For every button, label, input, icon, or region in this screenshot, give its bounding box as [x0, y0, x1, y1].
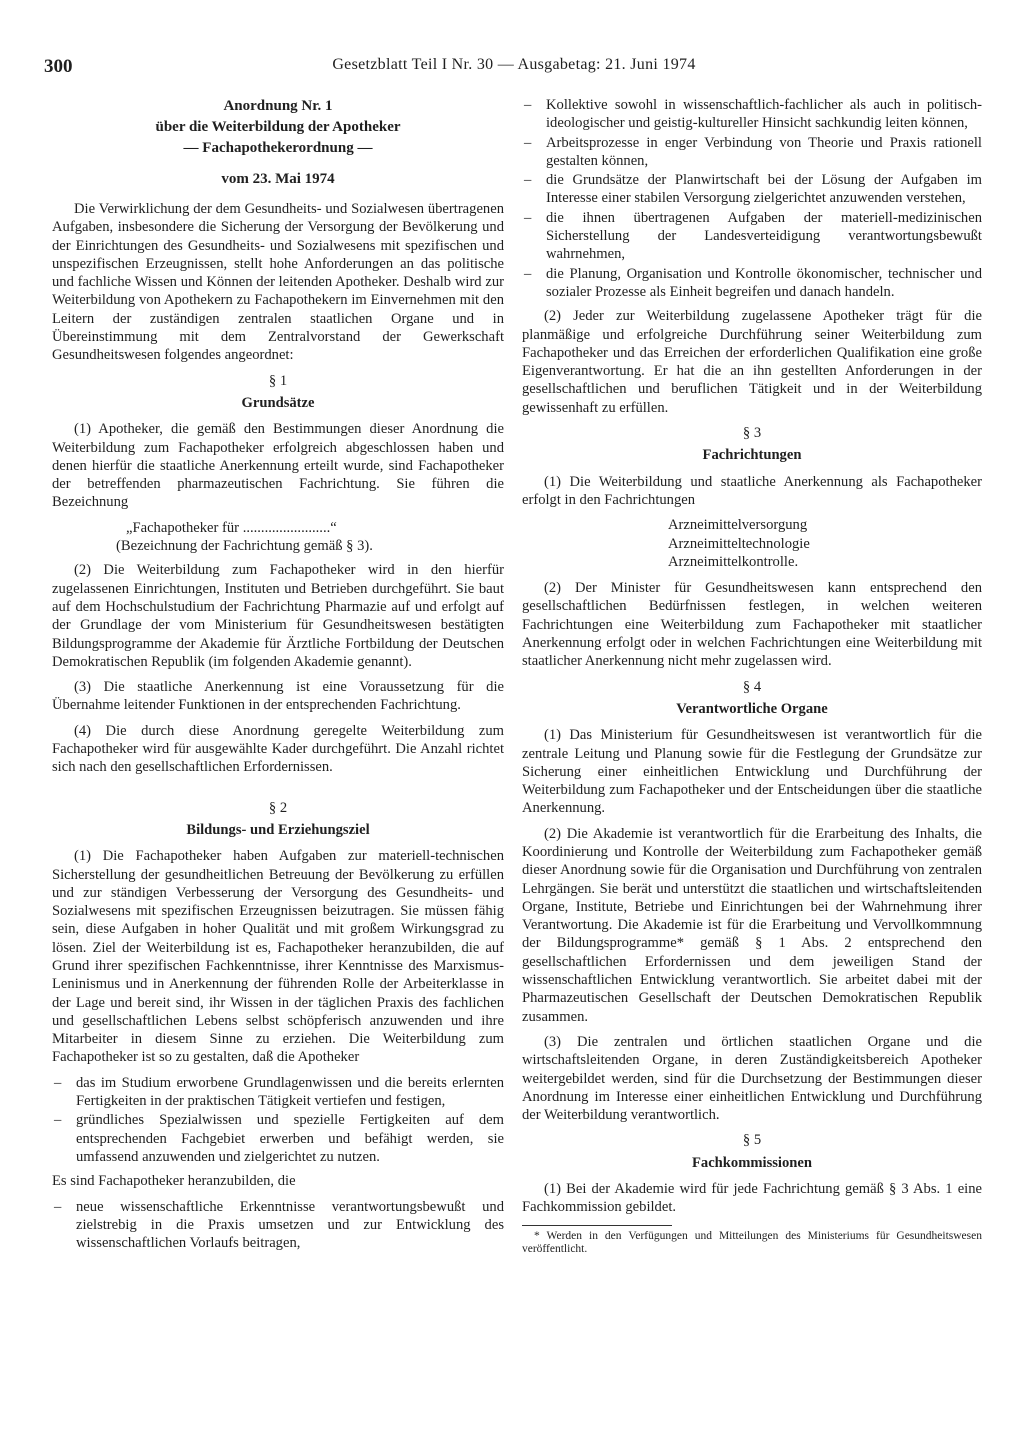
section-2-list-1	[52, 1074, 504, 1166]
list-item: – die Grundsätze der Planwirtschaft bei der Lösung der Aufgaben im Interesse einer stabilen Versorgung zielgerichtet anzuwenden verstehen,	[522, 171, 982, 208]
list-item: – das im Studium erworbene Grundlagenwissen und die bereits erlernten Fertigkeiten in der praktischen Tätigkeit vertiefen und festigen,	[52, 1074, 504, 1111]
section-2-lead-2: Es sind Fachapotheker heranzubilden, die	[52, 1173, 296, 1190]
section-2-para-2: (2) Jeder zur Weiterbildung zugelassene Apotheker trägt für die planmäßige und erfolgreiche Durchführung seiner Weiterbildung zum Fachapotheker und das Erreichen der erforderlichen Qualifikation eine große Eigenverantwortung. Er hat die an ihn gestellten Anforderungen in der gesellschaftlichen und beruflichen Tätigkeit und in der Weiterbildung gewissenhaft zu erfüllen.	[522, 308, 982, 416]
list-item: – gründliches Spezialwissen und spezielle Fertigkeiten auf dem entsprechenden Fachgebiet erwerben und befähigt werden, sie umfassend anzuwenden und zielgerichtet zu nutzen.	[52, 1111, 504, 1166]
doc-subtitle: — Fachapothekerordnung —	[183, 140, 373, 156]
list-item: – Arbeitsprozesse in enger Verbindung von Theorie und Praxis rationell gestalten können,	[522, 134, 982, 171]
section-1-para-1: (1) Apotheker, die gemäß den Bestimmungen dieser Anordnung die Weiterbildung zum Fachapotheker erfolgreich abgeschlossen haben und denen hierfür die staatliche Anerkennung erteilt wurde, sind Fachapotheker der betreffenden pharmazeutischen Fachrichtung. Sie führen die Bezeichnung	[52, 421, 504, 511]
section-5-title: Fachkommissionen	[691, 1154, 812, 1171]
section-3-para-1: (1) Die Weiterbildung und staatliche Anerkennung als Fachapotheker erfolgt in den Fachrichtungen	[522, 473, 982, 508]
page-header	[44, 50, 984, 84]
section-5-number: § 5	[742, 1132, 762, 1149]
section-3-number: § 3	[742, 425, 762, 442]
section-2-number: § 2	[268, 799, 288, 816]
section-1-title: Grundsätze	[241, 394, 315, 411]
left-column	[52, 96, 504, 1258]
section-2-para-1: (1) Die Fachapotheker haben Aufgaben zur materiell-technischen Sicherstellung der gesundheitlichen Betreuung der Bevölkerung zu erfüllen und zur ständigen Verbesserung der Versorgung des Gesundheits- und Sozialwesens mit spezifischen Erzeugnissen beizutragen. Sie müssen fähig sein, diese Aufgaben in hoher Qualität und mit großem Wirkungsgrad zu lösen. Ziel der Weiterbildung ist es, Fachapotheker heranzubilden, die auf Grund ihrer spezifischen Fachkenntnisse, ihrer Kenntnisse des Marxismus-Leninismus und in Anerkennung der führenden Rolle der Arbeiterklasse in der Lage und bereit sind, ihr Wissen in der täglichen Praxis des fachlichen und gesellschaftlichen Lebens selbst schöpferisch anzuwenden und ihre Mitarbeiter in diesem Sinne zu erziehen. Die Weiterbildung zum Fachapotheker ist so zu gestalten, daß die Apotheker	[52, 848, 504, 1066]
section-1-number: § 1	[268, 372, 288, 389]
header-title: Gesetzblatt Teil I Nr. 30 — Ausgabetag: 21. Juni 1974	[332, 56, 696, 73]
doc-title-line-2: über die Weiterbildung der Apotheker	[155, 119, 401, 135]
section-3-title: Fachrichtungen	[702, 447, 802, 464]
page-number: 300	[44, 56, 73, 77]
section-5-para-1: (1) Bei der Akademie wird für jede Fachrichtung gemäß § 3 Abs. 1 eine Fachkommission gebildet.	[522, 1181, 982, 1216]
footnote: * Werden in den Verfügungen und Mitteilungen des Ministeriums für Gesundheitswesen veröffentlicht.	[522, 1229, 982, 1255]
fachrichtung-item: Arzneimittelkontrolle.	[668, 553, 799, 570]
section-1-para-2: (2) Die Weiterbildung zum Fachapotheker wird in den hierfür zugelassenen Einrichtungen, Instituten und Betrieben durchgeführt. Sie baut auf dem Hochschulstudium der Fachrichtung Pharmazie auf und erfolgt auf der Grundlage der vom Ministerium für Gesundheitswesen bestätigten Bildungsprogramme der Akademie für Ärztliche Fortbildung der Deutschen Demokratischen Republik (im folgenden Akademie genannt).	[52, 562, 504, 670]
section-1-para-4: (4) Die durch diese Anordnung geregelte Weiterbildung zum Fachapotheker wird für ausgewählte Kader durchgeführt. Die Anzahl richtet sich nach den gesellschaftlichen Erfordernissen.	[52, 722, 504, 776]
doc-date: vom 23. Mai 1974	[221, 171, 335, 187]
designation-quote: „Fachapotheker für ........................“	[126, 519, 337, 536]
fachrichtung-item: Arzneimitteltechnologie	[668, 535, 810, 552]
section-4-para-1: (1) Das Ministerium für Gesundheitswesen ist verantwortlich für die zentrale Leitung und Planung sowie für die Festlegung der Grundsätze zur Sicherung einer einheitlichen Entwicklung und Durchführung der Weiterbildung zum Fachapotheker und der Entscheidungen über die staatliche Anerkennung.	[522, 727, 982, 817]
section-1-para-3: (3) Die staatliche Anerkennung ist eine Voraussetzung für die Übernahme leitender Funktionen in der entsprechenden Fachrichtung.	[52, 679, 504, 714]
fachrichtung-item: Arzneimittelversorgung	[668, 517, 808, 534]
list-item: – Kollektive sowohl in wissenschaftlich-fachlicher als auch in politisch-ideologischer und geistig-kultureller Hinsicht sachkundig leiten können,	[522, 96, 982, 133]
list-item: – neue wissenschaftliche Erkenntnisse verantwortungsbewußt und zielstrebig in die Praxis umsetzen und zur Entwicklung des wissenschaftlichen Vorlaufs beitragen,	[52, 1198, 504, 1253]
doc-title-line-1: Anordnung Nr. 1	[223, 98, 333, 114]
section-4-number: § 4	[742, 678, 762, 695]
section-2-title: Bildungs- und Erziehungsziel	[186, 821, 370, 838]
designation-note: (Bezeichnung der Fachrichtung gemäß § 3).	[116, 538, 373, 555]
section-2-list-2-left	[52, 1198, 504, 1253]
designation-block	[52, 519, 504, 556]
section-3-para-2: (2) Der Minister für Gesundheitswesen kann entsprechend den gesellschaftlichen Bedürfnissen festlegen, in welchen weiteren Fachrichtungen eine Weiterbildung zum Fachapotheker mit staatlicher Anerkennung erfolgt oder in welchen Fachrichtungen eine Weiterbildung mit staatlicher Anerkennung nicht mehr zugelassen wird.	[522, 580, 982, 670]
footnote-divider	[522, 1225, 672, 1226]
list-item: – die Planung, Organisation und Kontrolle ökonomischer, technischer und sozialer Prozesse als Einheit begreifen und danach handeln.	[522, 265, 982, 302]
section-2-list-2-right	[522, 96, 982, 301]
section-4-title: Verantwortliche Organe	[676, 700, 828, 717]
right-column	[522, 96, 982, 1256]
fachrichtungen-list	[522, 516, 982, 571]
preamble: Die Verwirklichung der dem Gesundheits- und Sozialwesen übertragenen Aufgaben, insbesondere die Sicherung der Versorgung der Bevölkerung und der Einrichtungen des Gesundheits- und Sozialwesens mit spezifischen und unspezifischen Erzeugnissen, stellt hohe Anforderungen an das politische und fachliche Wissen und Können der leitenden Apotheker. Deshalb wird zur Weiterbildung von Apothekern zu Fachapothekern im Einvernehmen mit den Leitern der zuständigen zentralen staatlichen Organe und in Übereinstimmung mit dem Zentralvorstand der Gewerkschaft Gesundheitswesen folgendes angeordnet:	[52, 201, 504, 364]
section-4-para-3: (3) Die zentralen und örtlichen staatlichen Organe und die wirtschaftsleitenden Organe, in deren Zuständigkeitsbereich Apotheker weitergebildet werden, sind für die Durchsetzung der Bestimmungen dieser Anordnung im Interesse einer einheitlichen Entwicklung und Durchführung der Weiterbildung verantwortlich.	[522, 1033, 982, 1124]
section-4-para-2: (2) Die Akademie ist verantwortlich für die Erarbeitung des Inhalts, die Koordinierung und Kontrolle der Weiterbildung zum Fachapotheker gemäß dieser Anordnung sowie für die Organisation und Durchführung von zentralen Lehrgängen. Sie berät und unterstützt die staatlichen und wirtschaftsleitenden Organe, Institute, Betriebe und Einrichtungen bei der Wahrnehmung ihrer Verantwortung. Die Akademie ist für die Erarbeitung und Vervollkommnung der Bildungsprogramme* gemäß § 1 Abs. 2 entsprechend den gesellschaftlichen Erfordernissen und dem jeweiligen Stand der wissenschaftlichen Entwicklung verantwortlich. Sie arbeitet dabei mit der Pharmazeutischen Gesellschaft der Deutschen Demokratischen Republik zusammen.	[522, 825, 982, 1025]
list-item: – die ihnen übertragenen Aufgaben der materiell-medizinischen Sicherstellung der Landesverteidigung verantwortungsbewußt wahrnehmen,	[522, 209, 982, 264]
